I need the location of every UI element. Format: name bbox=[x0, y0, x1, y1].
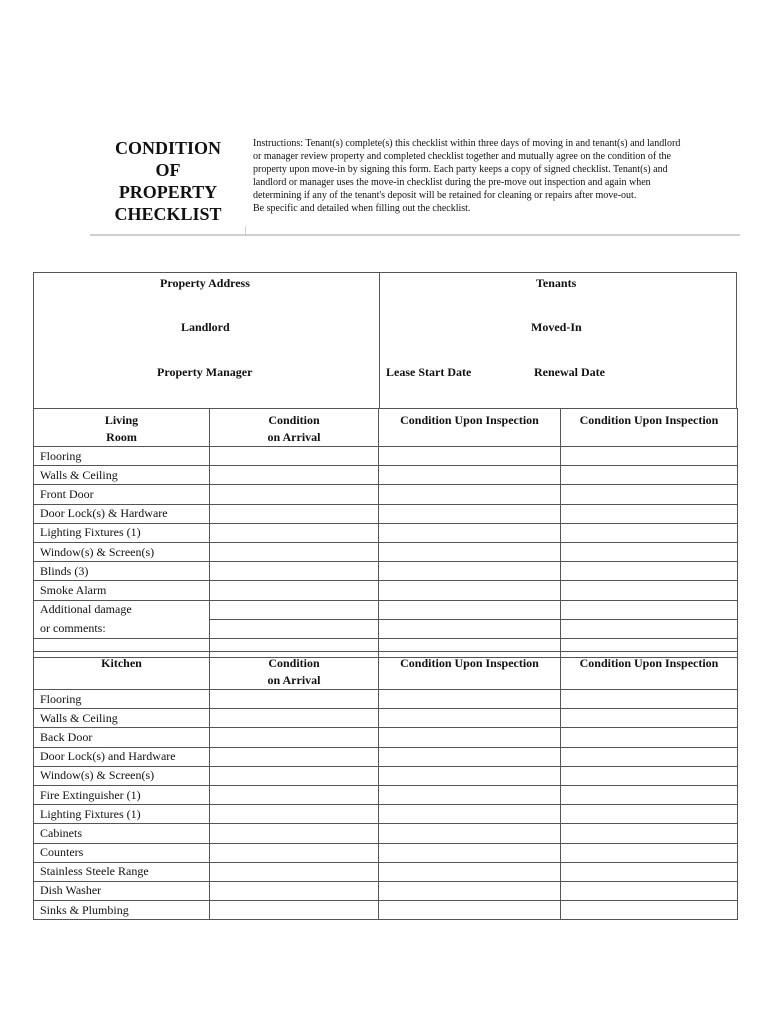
inspection-cell[interactable] bbox=[379, 728, 561, 747]
item-label: Cabinets bbox=[34, 824, 210, 843]
condition-cell[interactable] bbox=[210, 747, 379, 766]
header-divider bbox=[90, 234, 740, 236]
condition-cell[interactable] bbox=[210, 504, 379, 523]
item-label: Counters bbox=[34, 843, 210, 862]
condition-cell[interactable] bbox=[210, 581, 379, 600]
title-line: CHECKLIST bbox=[114, 204, 222, 224]
inspection-cell[interactable] bbox=[379, 542, 561, 561]
title-line: OF bbox=[155, 160, 181, 180]
inspection-cell[interactable] bbox=[379, 523, 561, 542]
condition-on-arrival-header bbox=[210, 652, 379, 690]
inspection-cell[interactable] bbox=[561, 690, 738, 709]
condition-cell[interactable] bbox=[210, 523, 379, 542]
table-row bbox=[34, 728, 738, 747]
condition-cell[interactable] bbox=[210, 881, 379, 900]
condition-cell[interactable] bbox=[210, 862, 379, 881]
inspection-cell[interactable] bbox=[561, 485, 738, 504]
table-row bbox=[34, 843, 738, 862]
item-label: Front Door bbox=[34, 485, 210, 504]
inspection-cell[interactable] bbox=[379, 862, 561, 881]
room-label-line: Living bbox=[104, 413, 139, 427]
condition-upon-inspection-header: Condition Upon Inspection bbox=[561, 409, 738, 447]
table-row bbox=[34, 542, 738, 561]
checklist-title bbox=[100, 137, 236, 225]
condition-cell[interactable] bbox=[210, 843, 379, 862]
inspection-cell[interactable] bbox=[561, 709, 738, 728]
property-manager-label: Property Manager bbox=[157, 365, 253, 379]
moved-in-label: Moved-In bbox=[531, 320, 582, 334]
inspection-cell[interactable] bbox=[561, 542, 738, 561]
inspection-cell[interactable] bbox=[379, 709, 561, 728]
living-room-header-row bbox=[34, 409, 738, 447]
condition-cell[interactable] bbox=[210, 824, 379, 843]
table-row bbox=[34, 805, 738, 824]
room-label-line: Room bbox=[106, 430, 137, 444]
inspection-cell[interactable] bbox=[561, 747, 738, 766]
lease-start-date-label: Lease Start Date bbox=[386, 365, 472, 379]
item-label: Stainless Steele Range bbox=[34, 862, 210, 881]
condition-cell[interactable] bbox=[210, 690, 379, 709]
table-row bbox=[34, 485, 738, 504]
kitchen-table bbox=[33, 651, 738, 920]
inspection-cell[interactable] bbox=[379, 619, 561, 638]
inspection-cell[interactable] bbox=[379, 447, 561, 466]
item-label: Smoke Alarm bbox=[34, 581, 210, 600]
condition-cell[interactable] bbox=[210, 466, 379, 485]
tenants-label: Tenants bbox=[536, 276, 577, 290]
inspection-cell[interactable] bbox=[379, 747, 561, 766]
landlord-label: Landlord bbox=[181, 320, 230, 334]
table-row bbox=[34, 581, 738, 600]
table-row bbox=[34, 447, 738, 466]
item-label: Blinds (3) bbox=[34, 562, 210, 581]
inspection-cell[interactable] bbox=[561, 466, 738, 485]
item-label: Sinks & Plumbing bbox=[34, 901, 210, 920]
table-row bbox=[34, 824, 738, 843]
inspection-cell[interactable] bbox=[379, 504, 561, 523]
inspection-cell[interactable] bbox=[561, 881, 738, 900]
condition-upon-inspection-header: Condition Upon Inspection bbox=[379, 652, 561, 690]
table-row bbox=[34, 600, 738, 619]
inspection-cell[interactable] bbox=[561, 824, 738, 843]
header-divider-tick bbox=[245, 226, 246, 235]
table-row bbox=[34, 747, 738, 766]
inspection-cell[interactable] bbox=[379, 690, 561, 709]
header-line: on Arrival bbox=[267, 430, 321, 444]
inspection-cell[interactable] bbox=[379, 466, 561, 485]
living-room-table bbox=[33, 408, 738, 658]
inspection-cell[interactable] bbox=[561, 805, 738, 824]
condition-cell[interactable] bbox=[210, 805, 379, 824]
table-row bbox=[34, 504, 738, 523]
inspection-cell[interactable] bbox=[379, 805, 561, 824]
item-label: Window(s) & Screen(s) bbox=[34, 766, 210, 785]
condition-cell[interactable] bbox=[210, 728, 379, 747]
instructions-text: Instructions: Tenant(s) complete(s) this checklist within three days of moving in and tenant(s) and landlord or manager review property and completed checklist together and mutually agree on the condition of the property upon move-in by signing this form. Each party keeps a copy of signed checklist. Tenant(s) and landlord or manager uses the move-in checklist during the pre-move out inspection and again when determining if any of the tenant's deposit will be retained for cleaning or repairs after move-out. Be specific and detailed when filling out the checklist. bbox=[253, 138, 681, 214]
inspection-cell[interactable] bbox=[561, 447, 738, 466]
item-label: Window(s) & Screen(s) bbox=[34, 542, 210, 561]
info-column-divider bbox=[379, 273, 380, 408]
condition-cell[interactable] bbox=[210, 709, 379, 728]
inspection-cell[interactable] bbox=[379, 485, 561, 504]
kitchen-header: Kitchen bbox=[34, 652, 210, 690]
table-row bbox=[34, 881, 738, 900]
item-label: Walls & Ceiling bbox=[34, 709, 210, 728]
inspection-cell[interactable] bbox=[561, 728, 738, 747]
table-row bbox=[34, 766, 738, 785]
item-label: Dish Washer bbox=[34, 881, 210, 900]
table-row bbox=[34, 619, 738, 638]
inspection-cell[interactable] bbox=[379, 881, 561, 900]
property-address-label: Property Address bbox=[160, 276, 250, 290]
living-room-header bbox=[34, 409, 210, 447]
table-row bbox=[34, 466, 738, 485]
header-line: on Arrival bbox=[267, 673, 321, 687]
inspection-cell[interactable] bbox=[379, 766, 561, 785]
inspection-cell[interactable] bbox=[561, 562, 738, 581]
inspection-cell[interactable] bbox=[561, 523, 738, 542]
table-row bbox=[34, 690, 738, 709]
inspection-cell[interactable] bbox=[561, 843, 738, 862]
inspection-cell[interactable] bbox=[561, 766, 738, 785]
condition-upon-inspection-header: Condition Upon Inspection bbox=[561, 652, 738, 690]
condition-cell[interactable] bbox=[210, 901, 379, 920]
condition-cell[interactable] bbox=[210, 619, 379, 638]
item-label: Fire Extinguisher (1) bbox=[34, 785, 210, 804]
title-line: CONDITION bbox=[114, 138, 221, 158]
condition-cell[interactable] bbox=[210, 542, 379, 561]
item-label: Lighting Fixtures (1) bbox=[34, 805, 210, 824]
inspection-cell[interactable] bbox=[561, 901, 738, 920]
item-label: Back Door bbox=[34, 728, 210, 747]
property-info-box bbox=[33, 272, 737, 409]
item-label: Flooring bbox=[34, 690, 210, 709]
table-row bbox=[34, 562, 738, 581]
inspection-cell[interactable] bbox=[561, 504, 738, 523]
renewal-date-label: Renewal Date bbox=[534, 365, 605, 379]
condition-cell[interactable] bbox=[210, 485, 379, 504]
inspection-cell[interactable] bbox=[379, 785, 561, 804]
item-label: Flooring bbox=[34, 447, 210, 466]
condition-cell[interactable] bbox=[210, 447, 379, 466]
header-line: Condition bbox=[268, 413, 320, 427]
item-label: or comments: bbox=[34, 619, 210, 638]
condition-cell[interactable] bbox=[210, 766, 379, 785]
table-row bbox=[34, 862, 738, 881]
table-row bbox=[34, 785, 738, 804]
item-label: Door Lock(s) & Hardware bbox=[34, 504, 210, 523]
inspection-cell[interactable] bbox=[561, 785, 738, 804]
table-row bbox=[34, 709, 738, 728]
condition-cell[interactable] bbox=[210, 785, 379, 804]
item-label: Lighting Fixtures (1) bbox=[34, 523, 210, 542]
inspection-cell[interactable] bbox=[379, 600, 561, 619]
inspection-cell[interactable] bbox=[561, 619, 738, 638]
inspection-cell[interactable] bbox=[379, 843, 561, 862]
inspection-cell[interactable] bbox=[379, 581, 561, 600]
condition-on-arrival-header bbox=[210, 409, 379, 447]
item-label: Walls & Ceiling bbox=[34, 466, 210, 485]
table-row bbox=[34, 523, 738, 542]
item-label: Door Lock(s) and Hardware bbox=[34, 747, 210, 766]
title-line: PROPERTY bbox=[118, 182, 218, 202]
condition-cell[interactable] bbox=[210, 562, 379, 581]
header-line: Condition bbox=[268, 656, 320, 670]
condition-cell[interactable] bbox=[210, 600, 379, 619]
kitchen-header-row bbox=[34, 652, 738, 690]
inspection-cell[interactable] bbox=[379, 901, 561, 920]
table-row bbox=[34, 901, 738, 920]
inspection-cell[interactable] bbox=[379, 562, 561, 581]
inspection-cell[interactable] bbox=[561, 862, 738, 881]
inspection-cell[interactable] bbox=[561, 600, 738, 619]
condition-upon-inspection-header: Condition Upon Inspection bbox=[379, 409, 561, 447]
inspection-cell[interactable] bbox=[379, 824, 561, 843]
item-label: Additional damage bbox=[34, 600, 210, 619]
inspection-cell[interactable] bbox=[561, 581, 738, 600]
